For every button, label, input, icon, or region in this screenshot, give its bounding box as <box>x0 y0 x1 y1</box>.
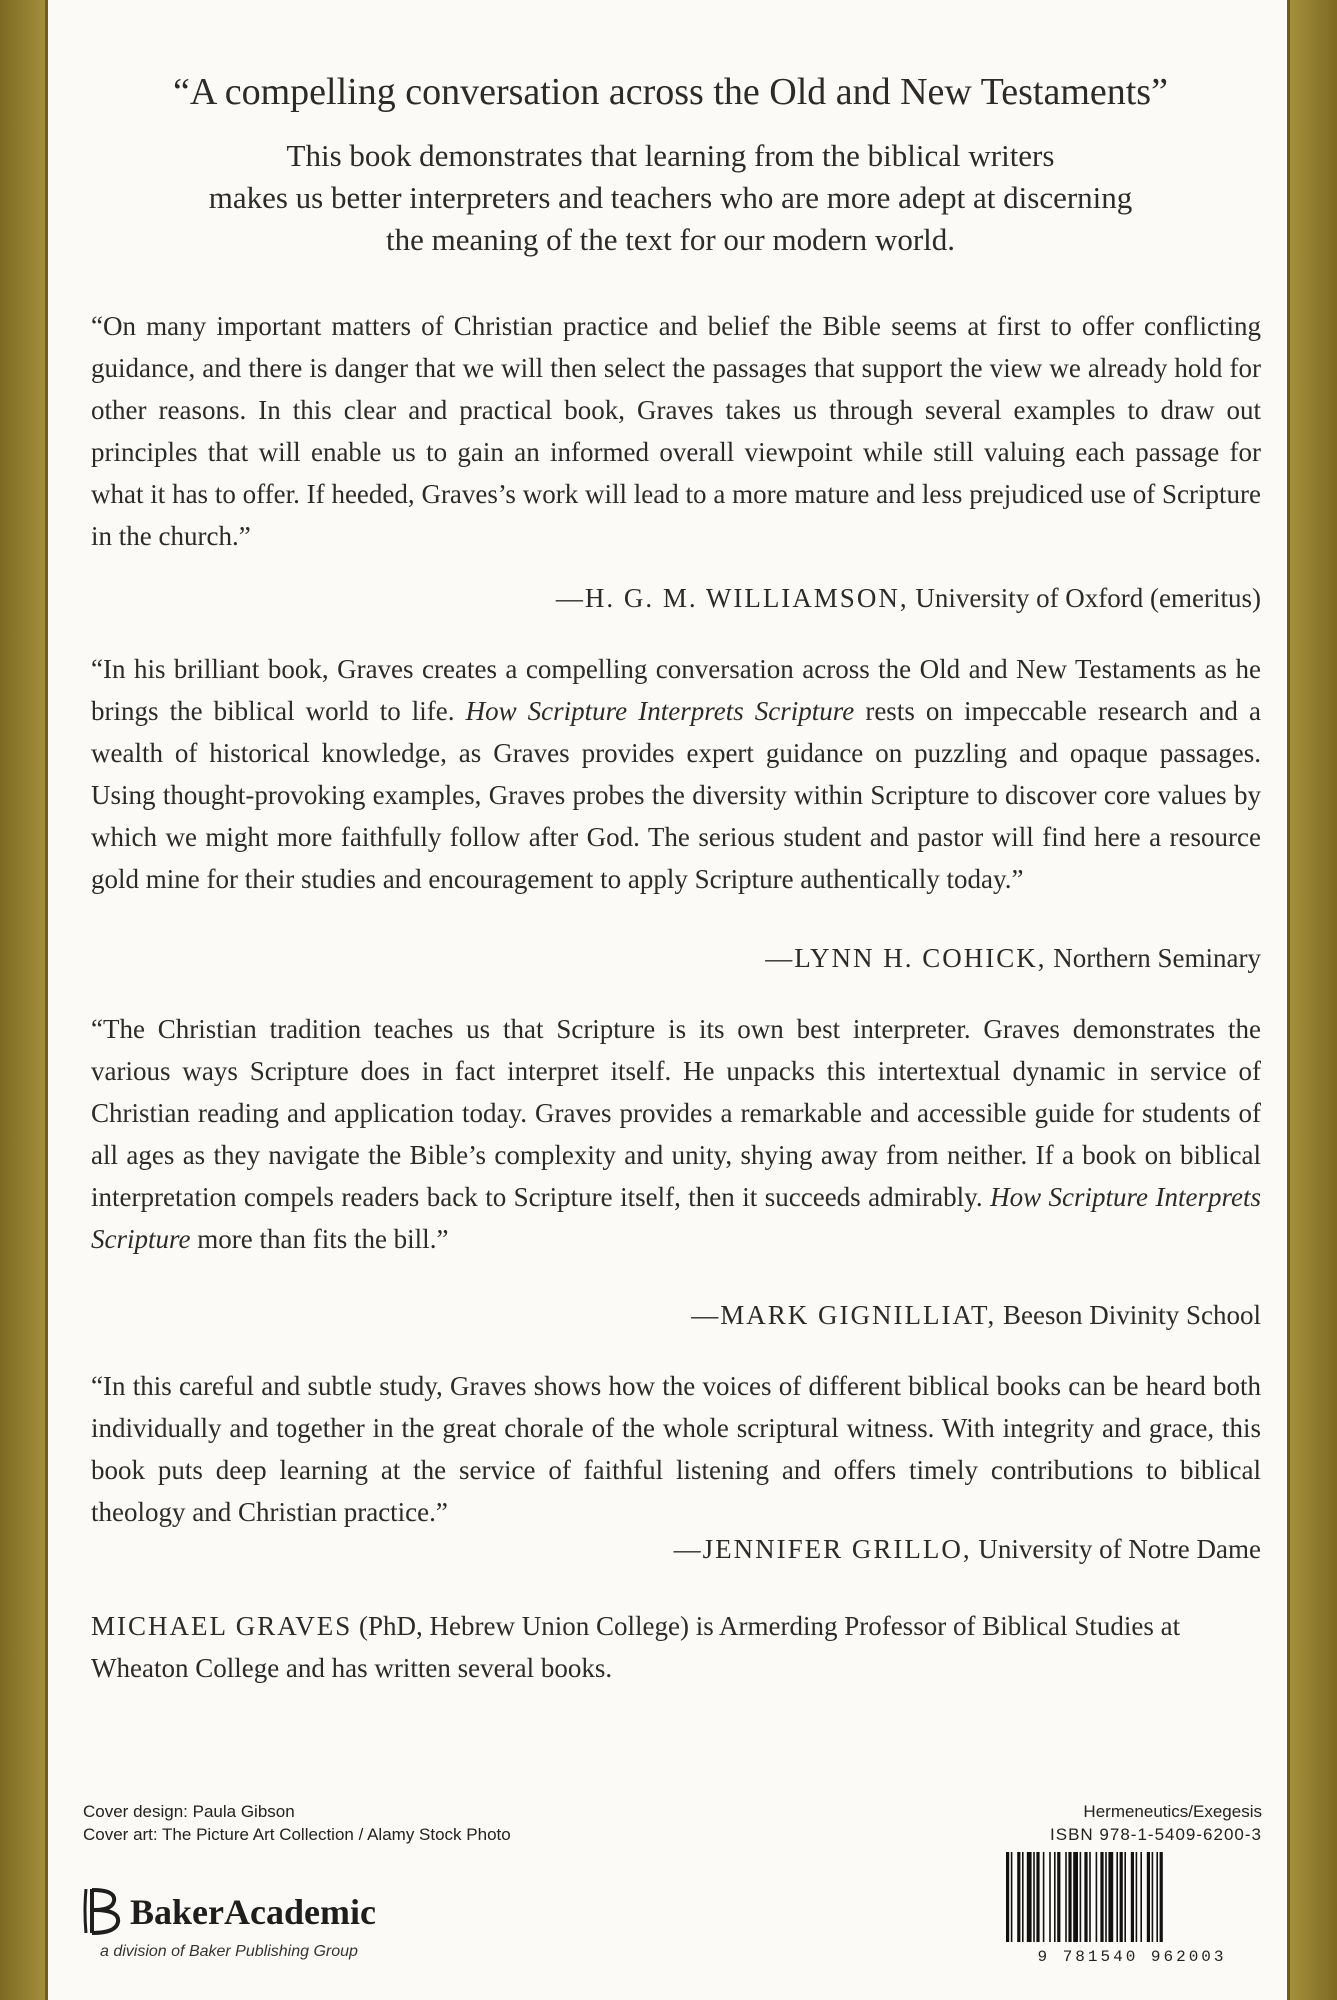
intro-line: the meaning of the text for our modern world. <box>385 222 956 257</box>
endorsement-attribution <box>556 583 1261 614</box>
endorsement-attribution <box>674 1534 1261 1565</box>
author-bio <box>91 1605 1261 1689</box>
author-bio-text: (PhD, Hebrew Union College) is Armerding Professor of Biblical Studies at Wheaton College and has written several books. <box>91 1611 1181 1683</box>
endorsement-attribution <box>691 1300 1261 1331</box>
author-name: MICHAEL GRAVES <box>91 1611 353 1641</box>
endorsement-quote <box>91 648 1261 900</box>
endorsement-attribution <box>765 943 1261 974</box>
endorser-name: —MARK GIGNILLIAT, <box>691 1300 997 1330</box>
intro-line: This book demonstrates that learning from the biblical writers <box>286 138 1055 173</box>
quote-text: “In his brilliant book, Graves creates a compelling conversation across the Old and New Testaments as he brings the biblical world to life. <box>91 654 1261 726</box>
endorser-affiliation: Northern Seminary <box>1046 943 1261 973</box>
endorser-affiliation: University of Notre Dame <box>971 1534 1261 1564</box>
endorsement-quote: “In this careful and subtle study, Graves shows how the voices of different biblical books can be heard both individually and together in the great chorale of the whole scriptural witness. With integrity and grace, this book puts deep learning at the service of faithful listening and offers timely contributions to biblical theology and Christian practice.” <box>91 1371 1261 1527</box>
endorser-name: —JENNIFER GRILLO, <box>673 1534 972 1564</box>
isbn-label: ISBN 978-1-5409-6200-3 <box>1050 1825 1262 1844</box>
intro-line: makes us better interpreters and teachers who are more adept at discerning <box>208 180 1133 215</box>
quote-text: rests on impeccable research and a wealth of historical knowledge, as Graves provides expert guidance on puzzling and opaque passages. Using thought-provoking examples, Graves probes the diversity within Scripture to discover core values by which we might more faithfully follow after God. The serious student and pastor will find here a resource gold mine for their studies and encouragement to apply Scripture authentically today.” <box>91 696 1261 894</box>
headline: “A compelling conversation across the Old and New Testaments” <box>173 71 1168 113</box>
cover-credits <box>83 1800 511 1846</box>
endorser-name: —LYNN H. COHICK, <box>765 943 1047 973</box>
cover-design-credit: Cover design: Paula Gibson <box>83 1802 295 1821</box>
publisher-name: BakerAcademic <box>130 1892 376 1932</box>
barcode-icon <box>1002 1852 1262 1942</box>
isbn-block <box>972 1800 1262 1966</box>
genre-label: Hermeneutics/Exegesis <box>1083 1802 1262 1821</box>
barcode-number: 9 781540 962003 <box>1037 1948 1227 1966</box>
book-title: How Scripture Interprets Scripture <box>465 696 855 726</box>
cover-art-credit: Cover art: The Picture Art Collection / Alamy Stock Photo <box>83 1825 511 1844</box>
endorser-affiliation: Beeson Divinity School <box>996 1300 1261 1330</box>
baker-b-logo-icon <box>80 1885 124 1937</box>
quote-text: “The Christian tradition teaches us that Scripture is its own best interpreter. Graves demonstrates the various ways Scripture does in fact interpret itself. He unpacks this intertextual dynamic in service of Christian reading and application today. Graves provides a remarkable and accessible guide for students of all ages as they navigate the Bible’s complexity and unity, shying away from neither. If a book on biblical interpretation compels readers back to Scripture itself, then it succeeds admirably. <box>91 1014 1261 1212</box>
back-cover-panel <box>45 0 1290 2000</box>
endorser-affiliation: University of Oxford (emeritus) <box>908 583 1261 613</box>
publisher-tagline: a division of Baker Publishing Group <box>100 1943 358 1960</box>
book-title: How Scripture Interprets Scripture <box>91 1182 1261 1254</box>
endorsement-quote: “On many important matters of Christian practice and belief the Bible seems at first to offer conflicting guidance, and there is danger that we will then select the passages that support the view we already hold for other reasons. In this clear and practical book, Graves takes us through several examples to draw out principles that will enable us to gain an informed overall viewpoint while still valuing each passage for what it has to offer. If heeded, Graves’s work will lead to a more mature and less prejudiced use of Scripture in the church.” <box>91 311 1261 551</box>
endorser-name: —H. G. M. WILLIAMSON, <box>555 583 909 613</box>
quote-text: more than fits the bill.” <box>190 1224 449 1254</box>
intro-paragraph <box>108 135 1233 261</box>
endorsement-quote <box>91 1008 1261 1260</box>
